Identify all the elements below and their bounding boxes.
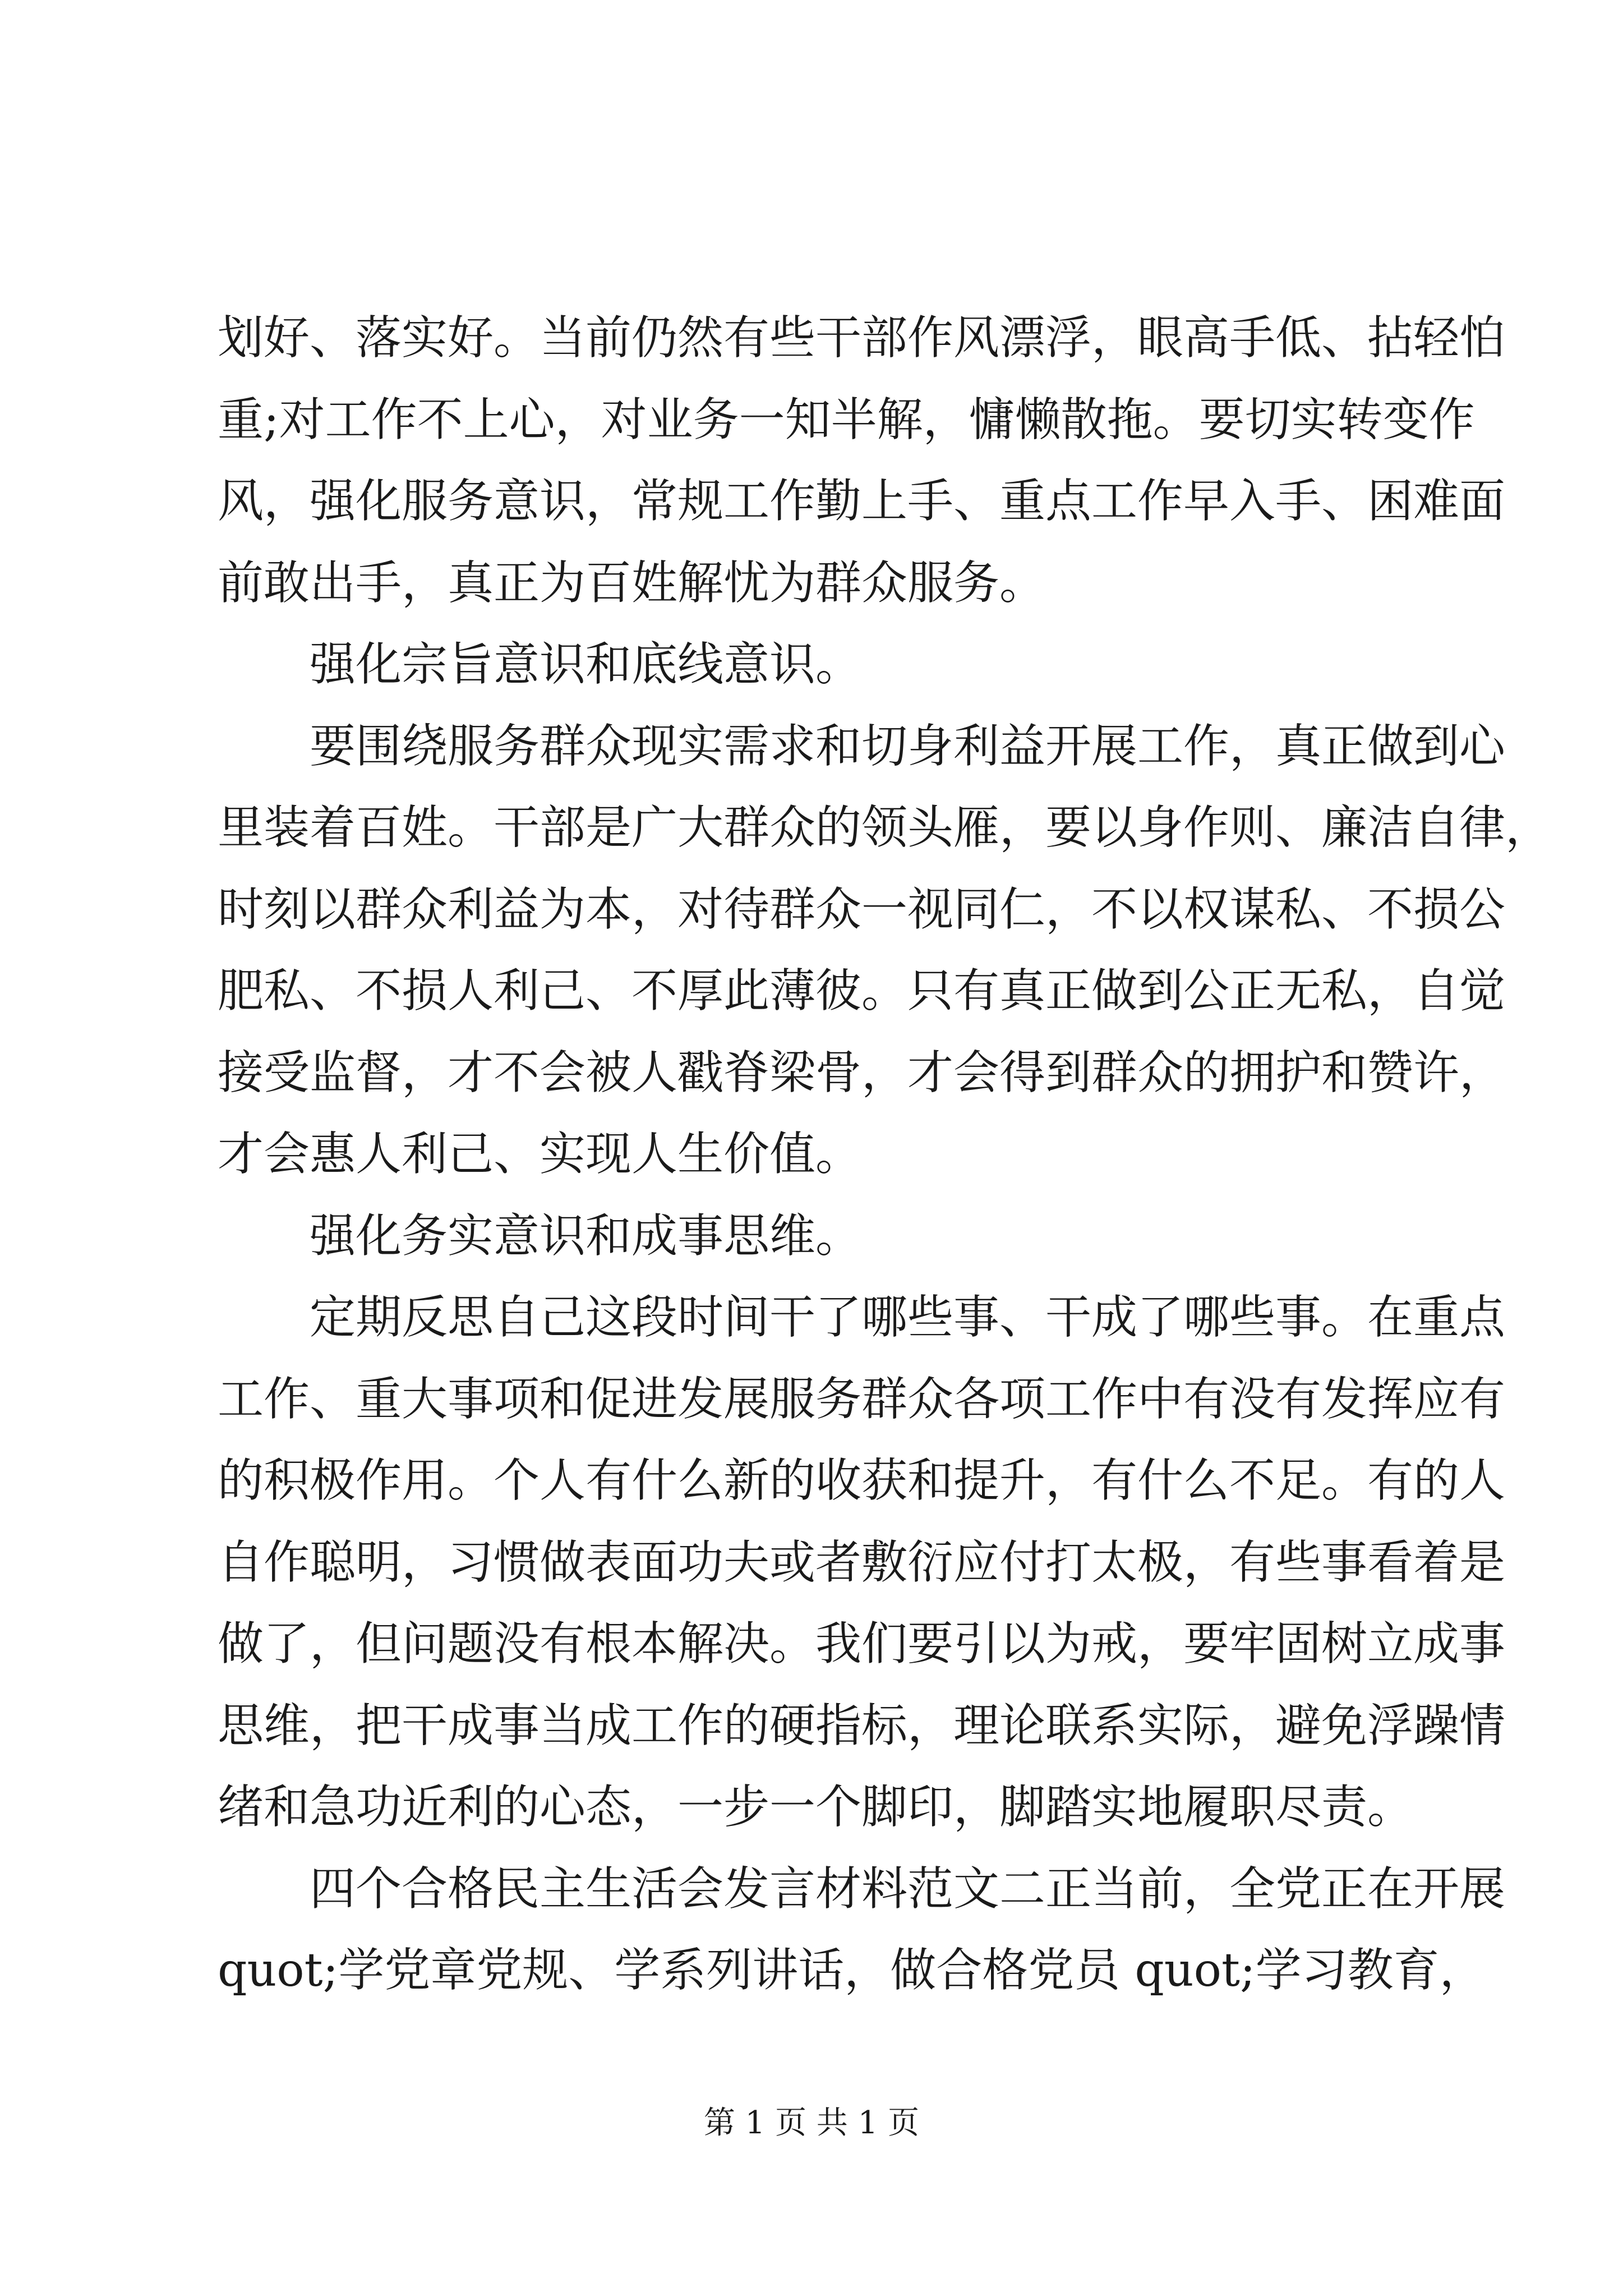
text-line: 前敢出手，真正为百姓解忧为群众服务。 xyxy=(218,556,1046,610)
document-body xyxy=(218,297,1552,2012)
text-line: 里装着百姓。干部是广大群众的领头雁，要以身作则、廉洁自律， xyxy=(218,801,1552,854)
text-line: quot;学党章党规、学系列讲话，做合格党员 quot;学习教育， xyxy=(218,1944,1486,1997)
text-line: 自作聪明，习惯做表面功夫或者敷衍应付打太极，有些事看着是 xyxy=(218,1535,1506,1589)
page-number: 第 1 页 共 1 页 xyxy=(703,2105,920,2141)
text-line: 做了，但问题没有根本解决。我们要引以为戒，要牢固树立成事 xyxy=(218,1617,1506,1671)
text-line: 才会惠人利己、实现人生价值。 xyxy=(218,1128,862,1181)
text-line: 划好、落实好。当前仍然有些干部作风漂浮，眼高手低、拈轻怕 xyxy=(218,311,1506,365)
text-line: 风，强化服务意识，常规工作勤上手、重点工作早入手、困难面 xyxy=(218,475,1506,528)
page-footer xyxy=(0,2104,1623,2143)
section-heading: 强化务实意识和成事思维。 xyxy=(310,1209,862,1263)
text-line: 重;对工作不上心，对业务一知半解，慵懒散拖。要切实转变作 xyxy=(218,393,1475,447)
text-line: 工作、重大事项和促进发展服务群众各项工作中有没有发挥应有 xyxy=(218,1372,1506,1426)
text-line: 定期反思自己这段时间干了哪些事、干成了哪些事。在重点 xyxy=(310,1291,1506,1344)
text-line: 接受监督，才不会被人戳脊梁骨，才会得到群众的拥护和赞许， xyxy=(218,1046,1506,1099)
text-line: 要围绕服务群众现实需求和切身利益开展工作，真正做到心 xyxy=(310,719,1506,773)
text-line: 绪和急功近利的心态，一步一个脚印，脚踏实地履职尽责。 xyxy=(218,1780,1414,1834)
text-line: 四个合格民主生活会发言材料范文二正当前，全党正在开展 xyxy=(310,1862,1506,1916)
text-line: 思维，把干成事当成工作的硬指标，理论联系实际，避免浮躁情 xyxy=(218,1699,1506,1752)
text-line: 的积极作用。个人有什么新的收获和提升，有什么不足。有的人 xyxy=(218,1454,1506,1507)
text-line: 时刻以群众利益为本，对待群众一视同仁，不以权谋私、不损公 xyxy=(218,882,1506,936)
text-line: 肥私、不损人利己、不厚此薄彼。只有真正做到公正无私，自觉 xyxy=(218,964,1506,1018)
section-heading: 强化宗旨意识和底线意识。 xyxy=(310,638,862,691)
